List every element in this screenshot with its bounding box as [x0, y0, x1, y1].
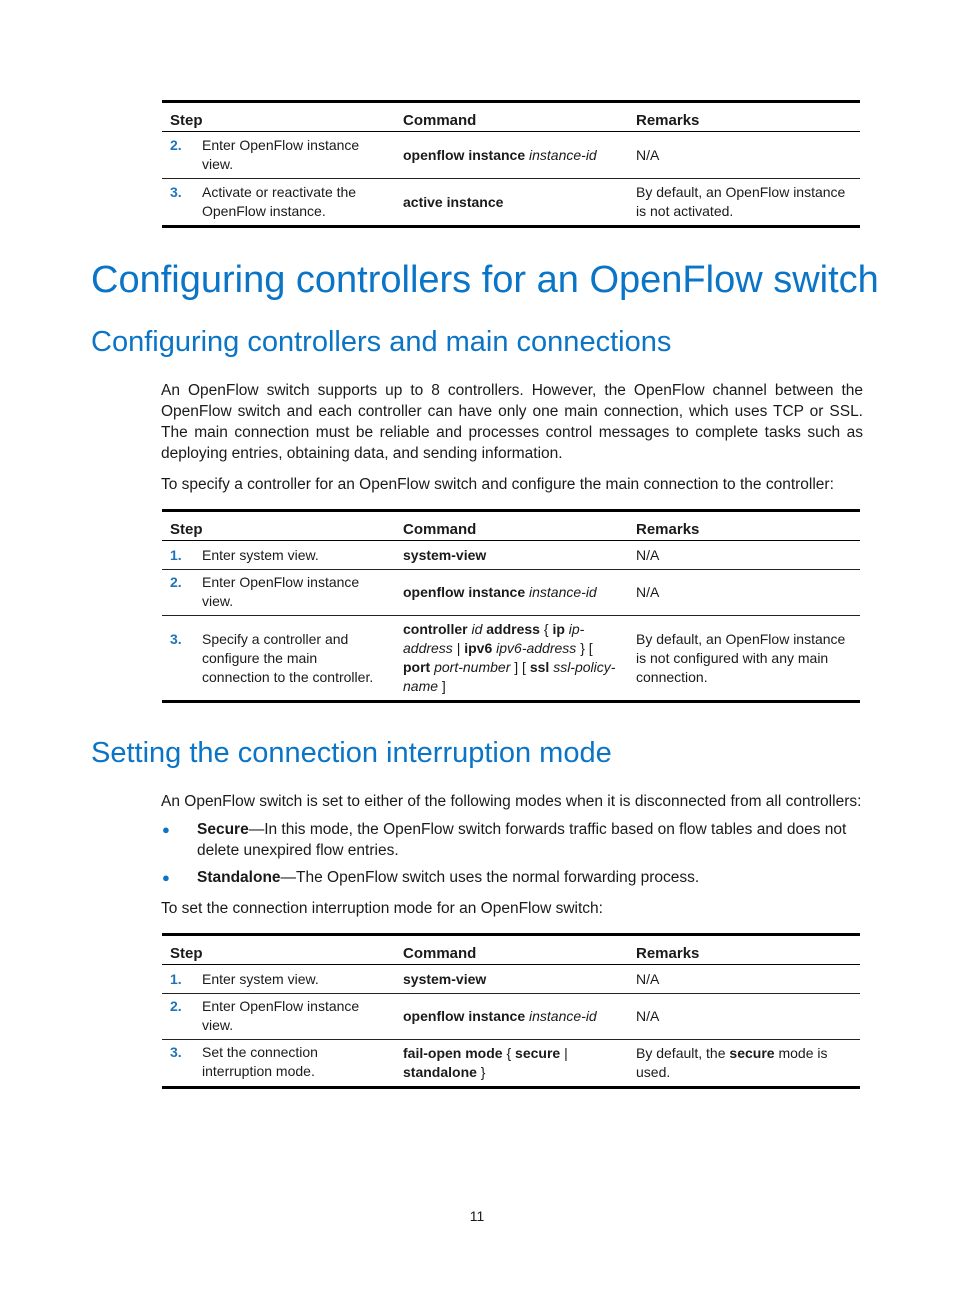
step-number: 3. [170, 1044, 182, 1060]
step-number: 3. [170, 631, 182, 647]
step-text: Set the connection interruption mode. [202, 1044, 318, 1079]
list-item: ● Standalone—The OpenFlow switch uses the normal forwarding process. [162, 869, 700, 886]
table-row [162, 965, 860, 994]
command-cell: system-view [395, 965, 628, 994]
step-text: Specify a controller and configure the main connection to the controller. [202, 631, 374, 685]
header-step: Step [162, 511, 395, 541]
command-cell: active instance [395, 179, 628, 227]
table-row [162, 994, 860, 1040]
remarks-cell: N/A [628, 132, 860, 179]
table-row [162, 1040, 860, 1088]
step-number: 1. [170, 970, 182, 987]
steps-table-1 [162, 100, 860, 228]
steps-table-2 [162, 509, 860, 703]
header-command: Command [395, 102, 628, 132]
section-heading-interruption-mode: Setting the connection interruption mode [91, 737, 612, 769]
step-text: Enter system view. [202, 546, 319, 563]
table-row [162, 541, 860, 570]
step-text: Enter OpenFlow instance view. [202, 998, 360, 1033]
header-step: Step [162, 102, 395, 132]
step-number: 2. [170, 574, 182, 590]
page-number: 11 [469, 1208, 485, 1224]
remarks-cell: N/A [628, 541, 860, 570]
header-remarks: Remarks [628, 935, 860, 965]
step-text: Enter OpenFlow instance view. [202, 574, 360, 609]
paragraph: An OpenFlow switch supports up to 8 controllers. However, the OpenFlow channel between the OpenFlow switch and each controller can have only one main connection, which uses TCP or SSL. The main connection must be reliable and processes control messages to complete tasks such as deploying entries, obtaining data, and sending information. [161, 382, 863, 462]
header-remarks: Remarks [628, 102, 860, 132]
bullet-icon: ● [162, 822, 170, 837]
paragraph: An OpenFlow switch is set to either of the following modes when it is disconnected from all controllers: [161, 793, 862, 810]
remarks-cell: N/A [628, 965, 860, 994]
list-item: ● Secure—In this mode, the OpenFlow switch forwards traffic based on flow tables and does not delete unexpired flow entries. [162, 821, 847, 859]
remarks-cell: By default, the secure mode is used. [628, 1040, 860, 1088]
remarks-cell: N/A [628, 994, 860, 1040]
step-text: Enter OpenFlow instance view. [202, 137, 360, 172]
table-row [162, 132, 860, 179]
mode-list [161, 819, 863, 894]
remarks-cell: N/A [628, 570, 860, 616]
command-cell: system-view [395, 541, 628, 570]
step-text: Enter system view. [202, 970, 319, 987]
command-cell: openflow instance instance-id [395, 994, 628, 1040]
steps-table-3 [162, 933, 860, 1089]
header-command: Command [395, 511, 628, 541]
command-cell: openflow instance instance-id [395, 570, 628, 616]
remarks-cell: By default, an OpenFlow instance is not activated. [628, 179, 860, 227]
command-cell: controller id address { ip ip-address | ipv6 ipv6-address } [ port port-number ] [ ssl ssl-policy-name ] [395, 616, 628, 702]
chapter-heading: Configuring controllers for an OpenFlow switch [91, 259, 879, 301]
command-cell: fail-open mode { secure | standalone } [395, 1040, 628, 1088]
step-text: Activate or reactivate the OpenFlow instance. [202, 184, 357, 219]
command-cell: openflow instance instance-id [395, 132, 628, 179]
bullet-icon: ● [162, 870, 170, 885]
step-number: 3. [170, 184, 182, 200]
paragraph: To specify a controller for an OpenFlow switch and configure the main connection to the controller: [161, 476, 834, 493]
step-number: 2. [170, 998, 182, 1014]
table-row [162, 616, 860, 702]
step-number: 1. [170, 546, 182, 563]
header-command: Command [395, 935, 628, 965]
section-heading-controllers: Configuring controllers and main connections [91, 326, 672, 358]
header-step: Step [162, 935, 395, 965]
step-number: 2. [170, 137, 182, 153]
table-row [162, 179, 860, 227]
header-remarks: Remarks [628, 511, 860, 541]
remarks-cell: By default, an OpenFlow instance is not configured with any main connection. [628, 616, 860, 702]
table-row [162, 570, 860, 616]
paragraph: To set the connection interruption mode for an OpenFlow switch: [161, 900, 603, 917]
